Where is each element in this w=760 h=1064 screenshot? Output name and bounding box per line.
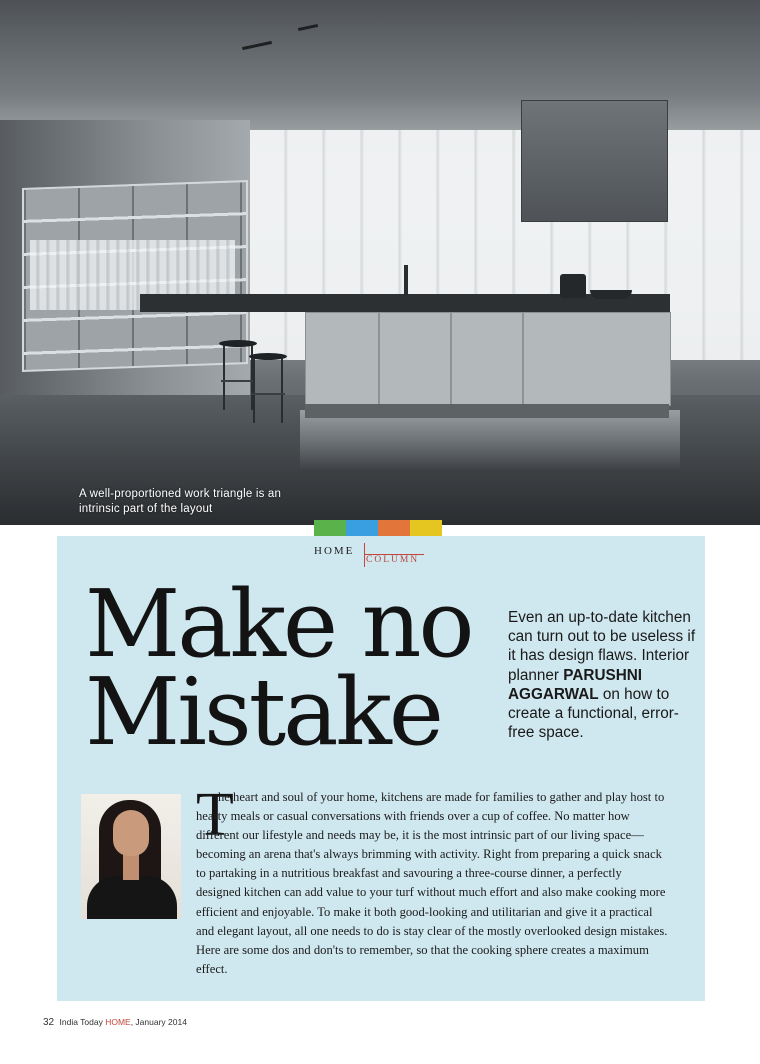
publication-prefix: India Today (59, 1017, 106, 1027)
section-color-bar (314, 520, 442, 536)
photo-caption: A well-proportioned work triangle is an intrinsic part of the layout (79, 488, 282, 515)
article-body-text: he heart and soul of your home, kitchens are made for families to gather and play host to hearty meals or casual conversations with friends over a cup of coffee. No matter how different our lifestyle and needs may be, it is the most intrinsic part of our living space—becoming an arena that's always brimming with activity. Right from preparing a quick snack to partaking in a nutritious breakfast and savouring a three-course dinner, a perfectly designed kitchen can add value to your turf without much effort and also make cooking more efficient and enjoyable. To make it both good-looking and utilitarian and give it a practical and elegant layout, all one needs to do is stay clear of the mostly overlooked design mistakes. Here are some dos and don'ts to remember, so that the cooking sphere creates a maximum effect. (196, 790, 668, 976)
issue-date: , January 2014 (130, 1017, 187, 1027)
page-number: 32 (43, 1017, 55, 1028)
hero-photo (0, 0, 760, 525)
island-plinth (305, 404, 669, 418)
article-headline (85, 570, 505, 766)
publication-brand: HOME (105, 1017, 131, 1027)
standfirst-intro: Even an up-to-date kitchen can turn out to be useless if it has design flaws. Interior planner (508, 609, 696, 684)
range-hood (521, 100, 668, 222)
author-name: PARUSHNI AGGARWAL (508, 666, 643, 703)
cooking-pot (560, 274, 586, 298)
drop-cap: T (196, 781, 234, 849)
color-swatch-green (314, 520, 346, 536)
headline-line-1: Make no (85, 570, 472, 678)
kitchen-island (305, 312, 671, 406)
color-swatch-yellow (410, 520, 442, 536)
color-swatch-blue (346, 520, 378, 536)
headline-line-2: Mistake (85, 658, 441, 766)
floor-reflection (300, 410, 680, 470)
standfirst (508, 608, 700, 742)
article-body (196, 781, 668, 979)
author-photo (81, 794, 181, 919)
page-folio (43, 1017, 187, 1028)
bar-stool (249, 353, 287, 423)
section-label-home: HOME (314, 545, 355, 557)
faucet (404, 265, 408, 297)
frying-pan (590, 290, 632, 299)
color-swatch-orange (378, 520, 410, 536)
standfirst-end: on how to create a functional, error-free space. (508, 685, 679, 742)
section-label-column: COLUMN (366, 555, 420, 565)
